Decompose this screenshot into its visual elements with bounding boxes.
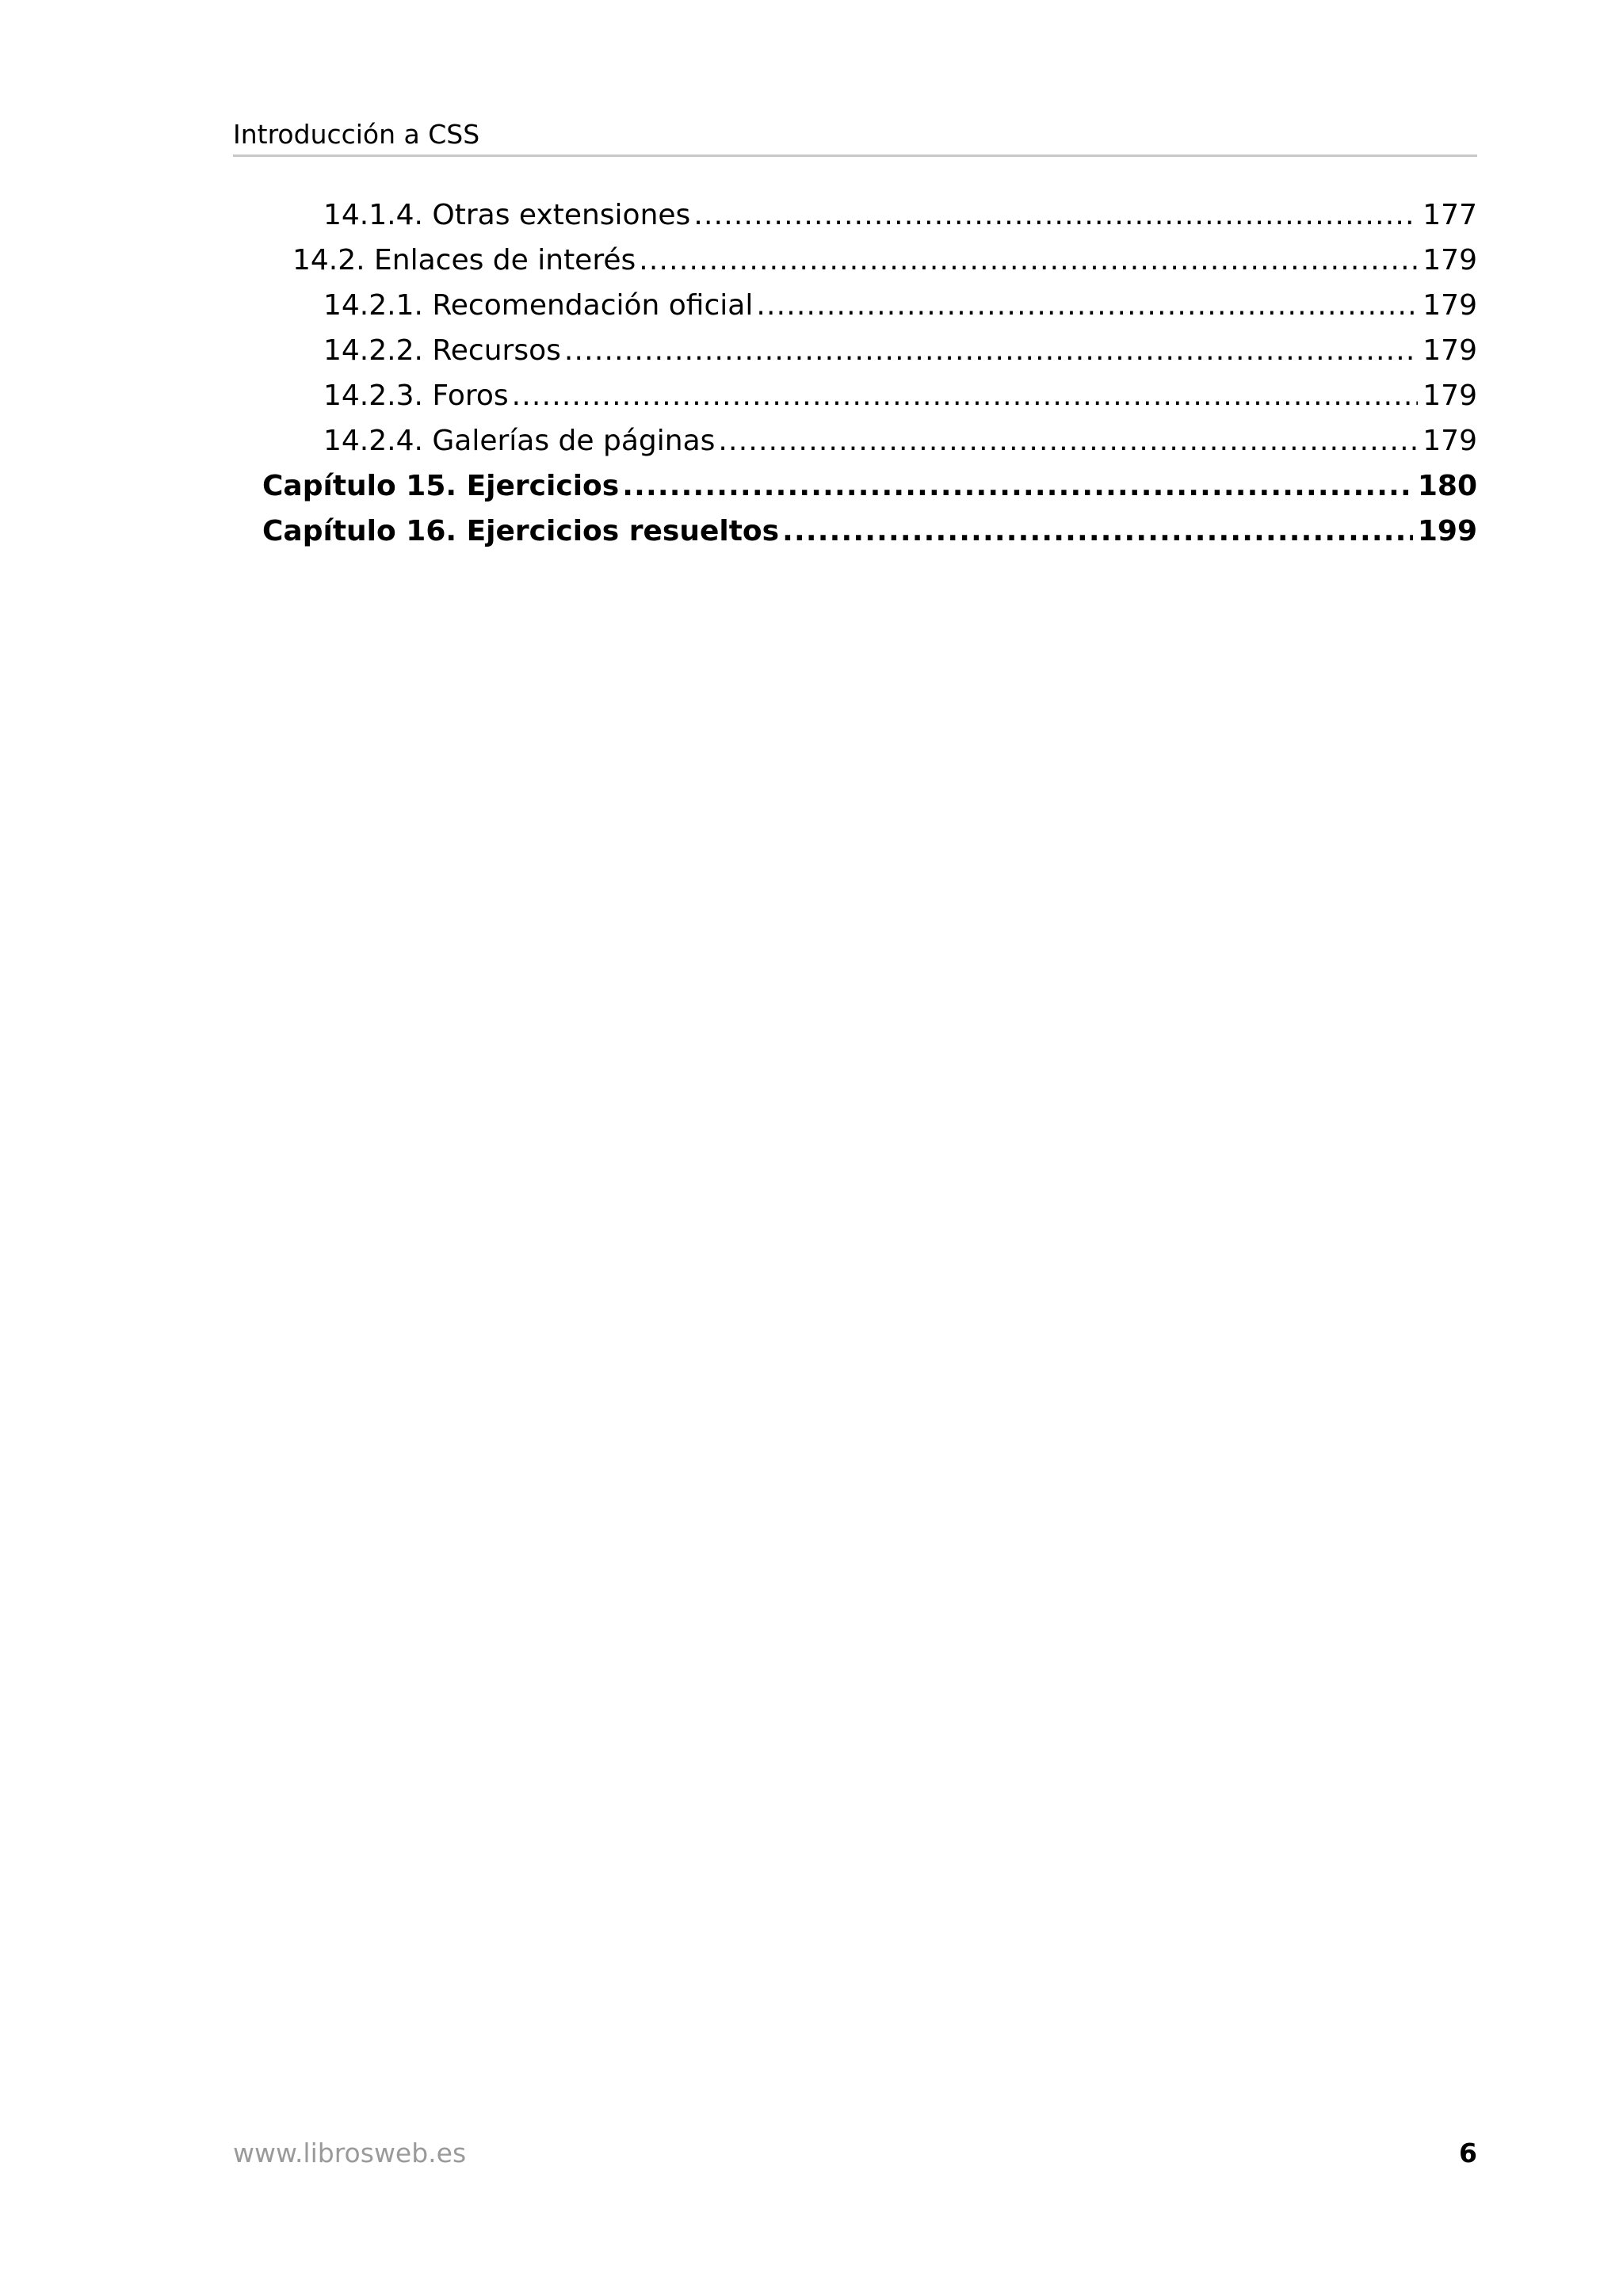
toc-entry-page: 179 xyxy=(1423,379,1477,412)
toc-chapter-entry xyxy=(233,509,1477,554)
toc-entry-title: 14.2.1. Recomendación oficial xyxy=(323,289,754,322)
toc-leader-dots xyxy=(622,463,1413,509)
toc-entry xyxy=(233,238,1477,283)
toc-leader-dots xyxy=(639,238,1418,283)
toc-entry-page: 179 xyxy=(1423,425,1477,457)
toc-entry-title: 14.1.4. Otras extensiones xyxy=(323,199,691,231)
toc-leader-dots xyxy=(718,418,1418,463)
toc-entry-title: Capítulo 16. Ejercicios resueltos xyxy=(262,515,780,547)
toc-entry xyxy=(233,418,1477,463)
toc-leader-dots xyxy=(512,373,1419,418)
toc-entry xyxy=(233,193,1477,238)
toc-entry xyxy=(233,373,1477,418)
toc-entry-title: 14.2.2. Recursos xyxy=(323,334,561,367)
running-header: Introducción a CSS xyxy=(233,119,480,150)
footer-url: www.librosweb.es xyxy=(233,2138,467,2168)
toc-entry-page: 180 xyxy=(1417,470,1477,502)
toc-entry-title: 14.2. Enlaces de interés xyxy=(292,244,636,277)
toc-entry-page: 179 xyxy=(1423,334,1477,367)
toc-entry-page: 179 xyxy=(1423,244,1477,277)
toc-leader-dots xyxy=(756,283,1418,328)
toc-entry xyxy=(233,283,1477,328)
toc-leader-dots xyxy=(782,509,1413,554)
toc-entry-title: Capítulo 15. Ejercicios xyxy=(262,470,620,502)
page-number: 6 xyxy=(1459,2138,1477,2168)
table-of-contents xyxy=(233,193,1477,554)
toc-entry-title: 14.2.4. Galerías de páginas xyxy=(323,425,716,457)
toc-entry-title: 14.2.3. Foros xyxy=(323,379,509,412)
header-divider xyxy=(233,154,1477,157)
toc-leader-dots xyxy=(564,328,1418,373)
toc-chapter-entry xyxy=(233,463,1477,509)
toc-entry-page: 199 xyxy=(1417,515,1477,547)
toc-entry-page: 177 xyxy=(1423,199,1477,231)
toc-entry-page: 179 xyxy=(1423,289,1477,322)
toc-leader-dots xyxy=(693,193,1418,238)
toc-entry xyxy=(233,328,1477,373)
